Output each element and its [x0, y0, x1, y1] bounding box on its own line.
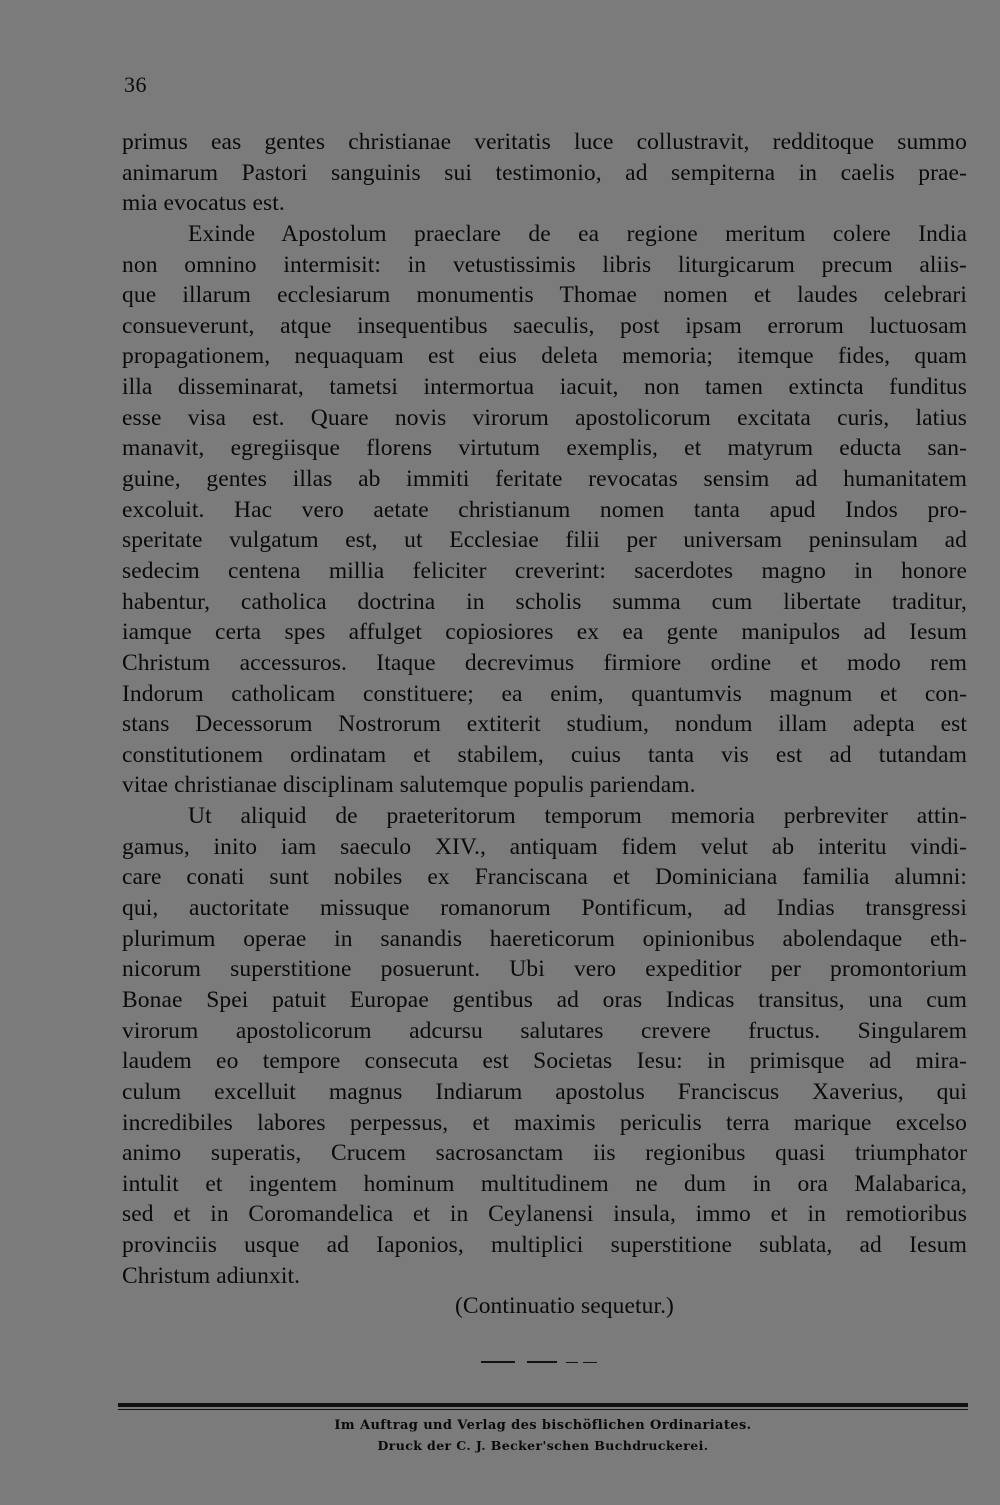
- text-line: Bonae Spei patuit Europae gentibus ad oras Indicas transitus, una cum: [122, 986, 967, 1013]
- text-line: Indorum catholicam constituere; ea enim, quantumvis magnum et con-: [122, 680, 967, 707]
- text-line: propagationem, nequaquam est eius deleta memoria; itemque fides, quam: [122, 343, 967, 370]
- text-line: stans Decessorum Nostrorum extiterit studium, nondum illam adepta est: [122, 711, 967, 738]
- text-line: manavit, egregiisque florens virtutum exemplis, et matyrum educta san-: [122, 435, 967, 462]
- text-line: mia evocatus est.: [122, 190, 285, 217]
- footer-rule-thick: [118, 1403, 968, 1407]
- text-line: esse visa est. Quare novis virorum apostolicorum excitata curis, latius: [122, 404, 967, 431]
- separator-dash: [583, 1362, 597, 1363]
- continuation-note: (Continuatio sequetur.): [455, 1293, 674, 1320]
- text-line: intulit et ingentem hominum multitudinem ne dum in ora Malabarica,: [122, 1170, 967, 1197]
- text-line: non omnino intermisit: in vetustissimis libris liturgicarum precum aliis-: [122, 251, 967, 278]
- publisher-imprint: Im Auftrag und Verlag des bischöflichen Ordinariates.: [334, 1418, 752, 1433]
- separator-dash: [481, 1361, 515, 1363]
- text-line: nicorum superstitione posuerunt. Ubi vero expeditior per promontorium: [122, 956, 967, 983]
- printer-imprint: Druck der C. J. Becker'schen Buchdruckerei.: [377, 1438, 709, 1453]
- text-line: animo superatis, Crucem sacrosanctam iis regionibus quasi triumphator: [122, 1140, 967, 1167]
- text-line: laudem eo tempore consecuta est Societas Iesu: in primisque ad mira-: [122, 1048, 967, 1075]
- text-line: guine, gentes illas ab immiti feritate revocatas sensim ad humanitatem: [122, 466, 967, 493]
- text-line: Christum adiunxit.: [122, 1262, 301, 1289]
- separator-dash: [527, 1361, 557, 1363]
- text-line: incredibiles labores perpessus, et maximis periculis terra marique excelso: [122, 1109, 967, 1136]
- text-line: gamus, inito iam saeculo XIV., antiquam fidem velut ab interitu vindi-: [122, 833, 967, 860]
- paragraph-first-line: Exinde Apostolum praeclare de ea regione meritum colere India: [188, 220, 967, 247]
- text-line: sedecim centena millia feliciter creverint: sacerdotes magno in honore: [122, 557, 967, 584]
- text-line: que illarum ecclesiarum monumentis Thomae nomen et laudes celebrari: [122, 282, 967, 309]
- text-line: sed et in Coromandelica et in Ceylanensi insula, immo et in remotioribus: [122, 1201, 967, 1228]
- text-line: speritate vulgatum est, ut Ecclesiae filii per universam peninsulam ad: [122, 527, 967, 554]
- text-line: care conati sunt nobiles ex Franciscana et Dominiciana familia alumni:: [122, 864, 967, 891]
- text-line: primus eas gentes christianae veritatis luce collustravit, redditoque summo: [122, 129, 967, 155]
- text-line: vitae christianae disciplinam salutemque populis pariendam.: [122, 772, 696, 799]
- separator-dash: [566, 1362, 578, 1363]
- text-line: qui, auctoritate missuque romanorum Pontificum, ad Indias transgressi: [122, 895, 967, 922]
- text-line: iamque certa spes affulget copiosiores ex ea gente manipulos ad Iesum: [122, 619, 967, 646]
- paragraph-first-line: Ut aliquid de praeteritorum temporum memoria perbreviter attin-: [188, 803, 967, 830]
- body-text: [122, 127, 967, 1322]
- footer-rule-thin: [118, 1409, 968, 1410]
- page-number: 36: [124, 72, 147, 97]
- text-line: culum excelluit magnus Indiarum apostolus Franciscus Xaverius, qui: [122, 1078, 967, 1105]
- text-line: provinciis usque ad Iaponios, multiplici superstitione sublata, ad Iesum: [122, 1232, 967, 1259]
- text-line: consueverunt, atque insequentibus saeculis, post ipsam errorum luctuosam: [122, 312, 967, 339]
- text-line: plurimum operae in sanandis haereticorum opinionibus abolendaque eth-: [122, 925, 967, 952]
- text-line: Christum accessuros. Itaque decrevimus firmiore ordine et modo rem: [122, 649, 967, 676]
- text-line: illa disseminarat, tametsi intermortua iacuit, non tamen extincta funditus: [122, 374, 967, 401]
- text-line: animarum Pastori sanguinis sui testimonio, ad sempiterna in caelis prae-: [122, 159, 967, 186]
- text-line: excoluit. Hac vero aetate christianum nomen tanta apud Indos pro-: [122, 496, 967, 523]
- text-line: virorum apostolicorum adcursu salutares crevere fructus. Singularem: [122, 1017, 967, 1044]
- text-line: constitutionem ordinatam et stabilem, cuius tanta vis est ad tutandam: [122, 741, 967, 768]
- text-line: habentur, catholica doctrina in scholis summa cum libertate traditur,: [122, 588, 967, 615]
